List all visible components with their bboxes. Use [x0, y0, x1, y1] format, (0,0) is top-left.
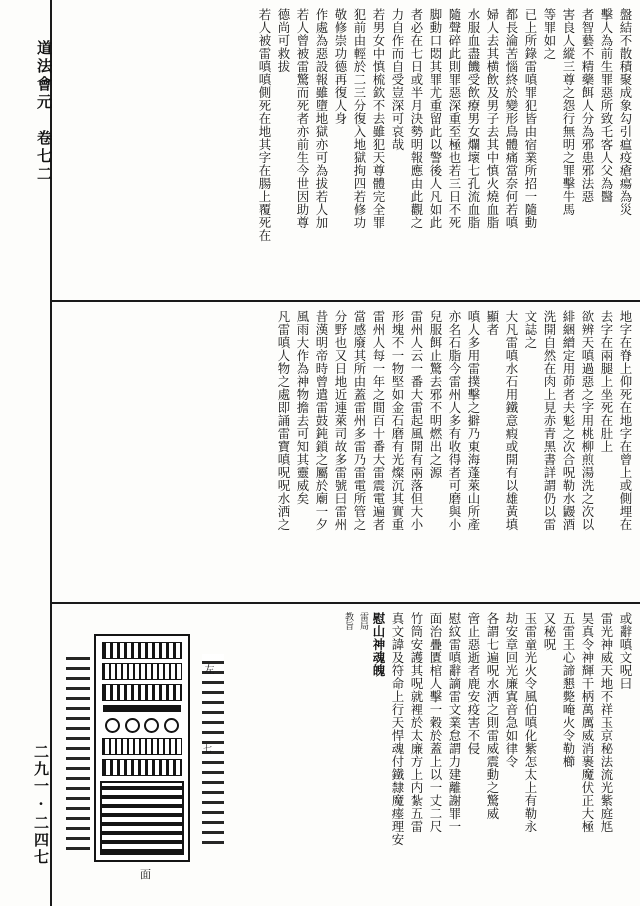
page-body: [52, 0, 640, 906]
text-column: 都長淪苦惱終於變形鳥體痛當奈何若嗔: [504, 8, 519, 229]
annotation-column: 教旨: [343, 612, 353, 630]
text-column-heading: 慰山神魂魄: [371, 612, 386, 677]
text-column: 盤結不散積聚成象勾引瘟疫瘡瘍為災: [618, 8, 633, 216]
text-column: 地字在脊上仰死在地字在曾上或側埋在: [618, 310, 633, 531]
text-column: [235, 8, 254, 294]
talisman-figure: [60, 634, 260, 884]
text-column: 兒服餌止驚去邪不明燃出之源: [428, 310, 443, 479]
text-column: 劫安章回光廉寘音急如律令: [504, 612, 519, 768]
text-column: 脚動口悶其罪尤重留此以警後人凡如此: [428, 8, 443, 229]
text-column: 凡雷嗔人物之處即誦雷寶嗔呪呪水洒之: [276, 310, 291, 531]
text-column: 啻止惡逝者鹿安疫害不侵: [466, 612, 481, 755]
text-column: 雷州人云一番大雷起風開有兩落但大小: [409, 310, 424, 531]
text-column: 又秘呪: [542, 612, 557, 651]
book-title: 道法會元 卷七二: [35, 40, 53, 184]
text-column: 者智藝不精藥餌人分為邪患邪法惡: [580, 8, 595, 203]
text-column: 隨聲碎此則罪惡深重至極也若三日不死: [447, 8, 462, 229]
text-column: 分野也又日地近連萊司故多雷號曰雷州: [333, 310, 348, 531]
text-column: 洗開自然在肉上見赤青黑書詳謂仍以雷: [542, 310, 557, 531]
text-column: 敬修崇功德再復人身: [333, 8, 348, 125]
seal-row: [102, 738, 182, 755]
text-column: 面治疊匱棺人擊一穀於蓋上以一丈二尺: [428, 612, 443, 833]
spine-column: [0, 0, 52, 906]
text-column: 昊真令神輝干柄萬厲威消裹魔伏正大極: [580, 612, 595, 833]
text-band-top: [52, 0, 640, 302]
text-column: 水服血盡饑受飲療男女爛壞七孔流血脂: [466, 8, 481, 229]
text-column: 德尚可救拔: [276, 8, 291, 73]
text-column: 風雨大作為神物擔去可知其靈威矣: [295, 310, 310, 505]
text-column: 去字在兩腿上坐死在肚上: [599, 310, 614, 453]
text-column: 竹筒安護其呪就裡於太廉方上内紮五雷: [409, 612, 424, 833]
talisman-side-label-mark: 七: [201, 744, 211, 754]
text-column: 形塊不一物堅如金石磨有光燦沉其實重: [390, 310, 405, 531]
seal-row: [102, 663, 182, 680]
text-column: 五雷王心諦懇斃唵火令勒櫛: [561, 612, 576, 768]
text-column: 雷光神威天地不祥玉京秘法流光紫庭尪: [599, 612, 614, 833]
text-column: 力自作而自受豈深可哀哉: [390, 8, 405, 151]
text-column: 作處為惡設報雖墮地獄亦可為拔若人加: [314, 8, 329, 229]
text-column: 亦名石脂今雷州人多有收得者可磨與小: [447, 310, 462, 531]
text-column: 緋綑繒定用茆者夫鬽之次合呪勒水鼹酒: [561, 310, 576, 531]
text-column: 慰紋雷嗔辭謫雷文業怠謂力建離謝罪一: [447, 612, 462, 833]
seal-circles: [103, 717, 181, 733]
column-group-top: [58, 8, 634, 294]
text-band-bottom: [52, 604, 640, 906]
text-column: 各謂七遍呪水洒之則雷威震動之驚威: [485, 612, 500, 820]
five-thunder-seal-icon: [94, 634, 190, 862]
talisman-caption: 面: [140, 868, 152, 881]
talisman-left-stroke-icon: [66, 650, 90, 850]
text-column: 文誌之: [523, 310, 538, 349]
text-column: 等罪如之: [542, 8, 557, 60]
seal-row: [102, 684, 182, 701]
seal-stack: [100, 781, 184, 855]
text-column: 真文諱及符命上行天悍魂付鐵隸魔瘗理安: [390, 612, 405, 846]
text-column: 當感廢其所由蓋雷州多雷乃雷電所管之: [352, 310, 367, 531]
text-column: 顯者: [485, 310, 500, 336]
talisman-side-label-left: 左: [202, 664, 213, 675]
text-column: 若人曾被雷驚而死者亦前生今世因助尊: [295, 8, 310, 229]
text-column: 雷州人每一年之間百十番大雷震電遍者: [371, 310, 386, 531]
text-column: 欲辨天嗔過惡之字用桃柳煎湯洗之次以: [580, 310, 595, 531]
seal-row: [102, 759, 182, 776]
circle-glyph-icon: [144, 718, 159, 733]
text-column: 已上所錄雷嗔罪犯皆由宿業所招一隨動: [523, 8, 538, 229]
text-column: 犯前由輕於二三分復入地獄拘四若修功: [352, 8, 367, 229]
text-column: 害良人縱三尊之怨行無明之罪擊牛馬: [561, 8, 576, 216]
circle-glyph-icon: [105, 718, 120, 733]
text-column: 者必在七日或半月決勢明報應由此觀之: [409, 8, 424, 229]
circle-glyph-icon: [164, 718, 179, 733]
text-band-middle: [52, 302, 640, 604]
text-column: 或辭嗔文呪曰: [618, 612, 633, 690]
circle-glyph-icon: [125, 718, 140, 733]
column-group-middle: [58, 310, 634, 596]
text-column: 大凡雷嗔水石用鐵意瘕或開有以雄黃填: [504, 310, 519, 531]
text-column: 若人被雷嗔嗔側死在地其字在腸上覆死在: [257, 8, 272, 242]
text-column: 婦人去其横飲及男子去其中慎火燒血脂: [485, 8, 500, 229]
text-column: 嗔人多用雷撲擊之擗乃東海蓬萊山所產: [466, 310, 481, 531]
text-column: 玉雷童光火令風伯嗔化紫怎太上有勒永: [523, 612, 538, 833]
text-column: 擊人為前生罪惡所致乇客人父為醫: [599, 8, 614, 203]
seal-row: [102, 642, 182, 659]
annotation-column: 雷局: [358, 612, 368, 630]
seal-bar: [103, 705, 181, 712]
text-column: 昔漢明帝時曾遣雷鼓鈍鎖之屬於廟一夕: [314, 310, 329, 531]
page-number: 二九一·二四七: [32, 744, 50, 866]
text-column: 若男女中慎梳欽不去雖犯天尊體完全罪: [371, 8, 386, 229]
